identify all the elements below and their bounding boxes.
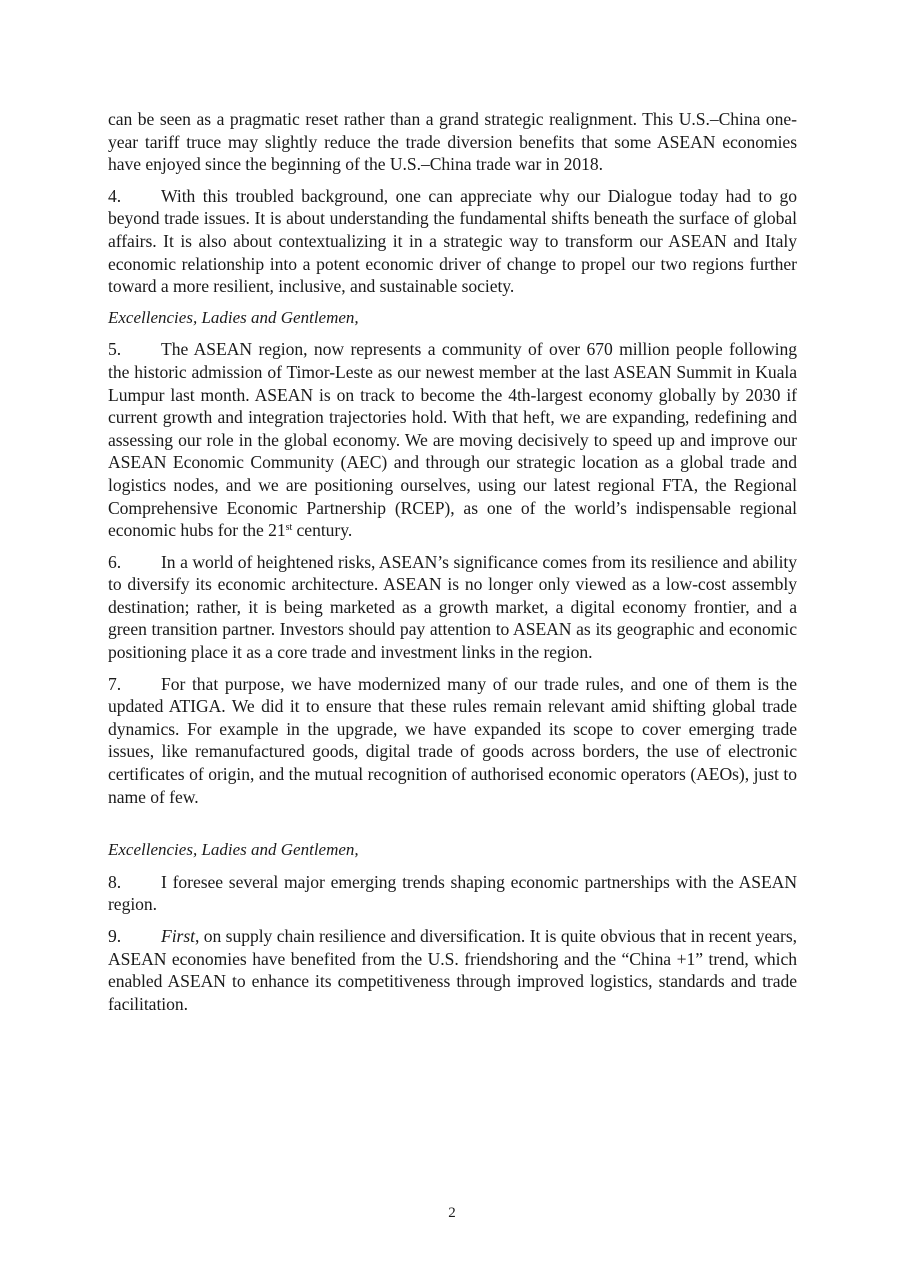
paragraph-text: With this troubled background, one can appreciate why our Dialogue today had to go beyond trade issues. It is about understanding the fundamental shifts beneath the surface of global affairs. It is also about contextualizing it in a strategic way to transform our ASEAN and Italy economic relationship into a potent economic driver of change to propel our two regions further toward a more resilient, inclusive, and sustainable society. — [108, 185, 797, 297]
paragraph-text: can be seen as a pragmatic reset rather than a grand strategic realignment. This U.S.–China one-year tariff truce may slightly reduce the trade diversion benefits that some ASEAN economies have enjoyed since the beginning of the U.S.–China trade war in 2018. — [108, 109, 797, 175]
paragraph-number: 8. — [108, 871, 122, 892]
salutation: Excellencies, Ladies and Gentlemen, — [108, 307, 359, 327]
paragraph-emphasis: First — [161, 926, 195, 946]
paragraph-text: , on supply chain resilience and diversification. It is quite obvious that in recent years, ASEAN economies have benefited from the U.S. friendshoring and the “China +1” trend, which enabled ASEAN to enhance its competitiveness through improved logistics, standards and trade facilitation. — [108, 926, 797, 1014]
paragraph-4 — [108, 185, 797, 298]
document-page — [108, 108, 797, 1024]
paragraph-continuation — [108, 108, 797, 176]
paragraph-text: In a world of heightened risks, ASEAN’s significance comes from its resilience and ability to diversify its economic architecture. ASEAN is no longer only viewed as a low-cost assembly destination; rather, it is being marketed as a growth market, a digital economy frontier, and a green transition partner. Investors should pay attention to ASEAN as its geographic and economic positioning place it as a core trade and investment links in the region. — [108, 551, 797, 663]
paragraph-7 — [108, 673, 797, 809]
paragraph-5 — [108, 338, 797, 541]
paragraph-text: For that purpose, we have modernized many of our trade rules, and one of them is the updated ATIGA. We did it to ensure that these rules remain relevant amid shifting global trade dynamics. For example in the upgrade, we have expanded its scope to cover emerging trade issues, like remanufactured goods, digital trade of goods across borders, the use of electronic certificates of origin, and the mutual recognition of authorised economic operators (AEOs), just to name of few. — [108, 673, 797, 807]
paragraph-text: I foresee several major emerging trends shaping economic partnerships with the ASEAN region. — [108, 871, 797, 915]
paragraph-9 — [108, 925, 797, 1015]
ordinal-superscript: st — [285, 522, 293, 534]
paragraph-number: 6. — [108, 551, 122, 572]
paragraph-number: 9. — [108, 926, 122, 946]
paragraph-number: 5. — [108, 339, 122, 360]
paragraph-text-end: century. — [292, 520, 353, 541]
paragraph-6 — [108, 551, 797, 664]
spacer — [108, 817, 797, 839]
salutation: Excellencies, Ladies and Gentlemen, — [108, 840, 359, 860]
paragraph-8 — [108, 871, 797, 916]
page-number: 2 — [448, 1205, 456, 1221]
paragraph-number: 4. — [108, 185, 122, 206]
paragraph-text: The ASEAN region, now represents a community of over 670 million people following the historic admission of Timor-Leste as our newest member at the last ASEAN Summit in Kuala Lumpur last month. ASEAN is on track to become the 4th-largest economy globally by 2030 if current growth and integration trajectories hold. With that heft, we are expanding, redefining and assessing our role in the global economy. We are moving decisively to speed up and improve our ASEAN Economic Community (AEC) and through our strategic location as a global trade and logistics nodes, and we are positioning ourselves, using our latest regional FTA, the Regional Comprehensive Economic Partnership (RCEP), as one of the world’s indispensable regional economic hubs for the 21 — [108, 339, 797, 541]
paragraph-number: 7. — [108, 673, 122, 694]
